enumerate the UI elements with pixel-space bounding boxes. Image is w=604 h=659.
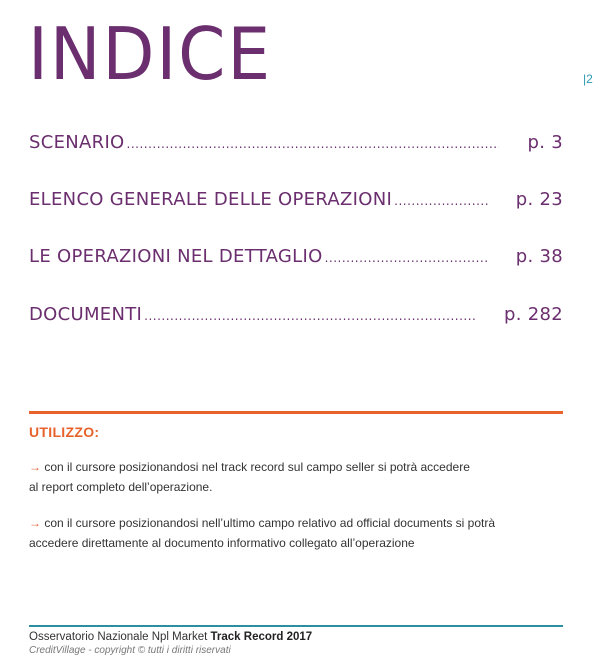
toc-entry-documenti[interactable] xyxy=(29,304,563,328)
footer-divider xyxy=(29,625,563,627)
toc-entry-label: ELENCO GENERALE DELLE OPERAZIONI xyxy=(29,189,393,210)
toc-entry-label: DOCUMENTI xyxy=(29,304,143,325)
page-number: |2 xyxy=(583,72,593,86)
toc-entry-page: p. 38 xyxy=(515,246,563,267)
usage-note-text: accedere direttamente al documento informativo collegato all’operazione xyxy=(29,536,415,550)
toc-entry-operazioni-dettaglio[interactable] xyxy=(29,246,563,270)
footer-title-bold: Track Record 2017 xyxy=(210,631,313,643)
usage-note xyxy=(29,513,563,553)
arrow-right-icon: → xyxy=(29,460,41,474)
usage-heading: UTILIZZO: xyxy=(29,424,100,440)
usage-note-text: con il cursore posizionandosi nell’ultimo campo relativo ad official documents si potrà xyxy=(41,516,496,530)
footer-copyright: CreditVillage - copyright © tutti i diritti riservati xyxy=(29,645,231,656)
footer-title-prefix: Osservatorio Nazionale Npl Market xyxy=(29,631,211,643)
toc-entry-page: p. 3 xyxy=(527,132,563,153)
toc-entry-label: LE OPERAZIONI NEL DETTAGLIO xyxy=(29,246,323,267)
toc-leader-dots xyxy=(325,251,488,265)
toc-leader-dots xyxy=(127,137,500,151)
page-title: INDICE xyxy=(28,12,272,96)
toc-entry-label: SCENARIO xyxy=(29,132,125,153)
toc-entry-page: p. 282 xyxy=(503,304,563,325)
toc-leader-dots xyxy=(394,194,488,208)
toc-entry-scenario[interactable] xyxy=(29,132,563,156)
toc-entry-elenco-generale[interactable] xyxy=(29,189,563,213)
section-divider xyxy=(29,411,563,414)
toc-leader-dots xyxy=(144,309,476,323)
usage-note-text: con il cursore posizionandosi nel track record sul campo seller si potrà accedere xyxy=(41,460,470,474)
toc-entry-page: p. 23 xyxy=(515,189,563,210)
footer-title xyxy=(29,631,312,643)
arrow-right-icon: → xyxy=(29,516,41,530)
usage-note-text: al report completo dell’operazione. xyxy=(29,480,213,494)
usage-note xyxy=(29,457,563,497)
